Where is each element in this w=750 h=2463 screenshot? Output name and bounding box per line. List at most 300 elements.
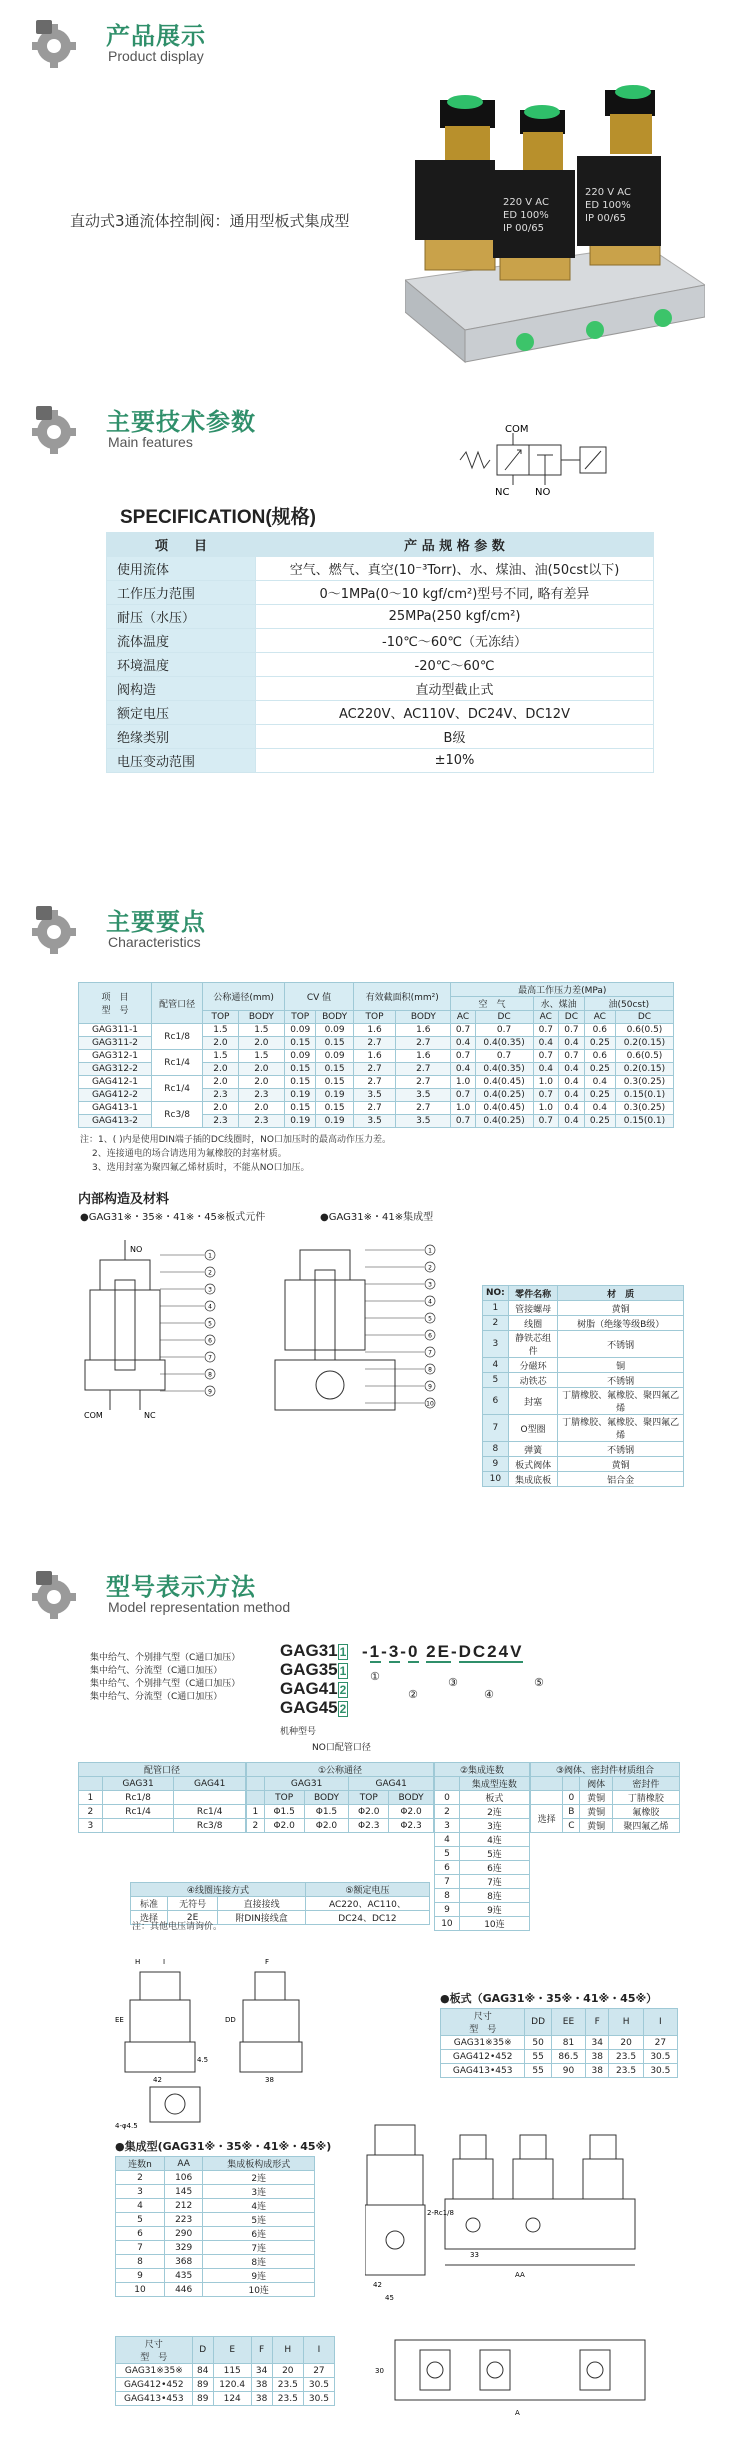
characteristics-table <box>78 982 674 1128</box>
spec-row <box>107 677 654 701</box>
mat-cell: 铜 <box>558 1358 684 1373</box>
orifice-table <box>246 1762 434 1833</box>
t5-cell: 选择 <box>131 1911 168 1925</box>
t4-cell <box>531 1791 563 1805</box>
char-cell: 1.6 <box>353 1024 395 1037</box>
t3-row <box>435 1847 530 1861</box>
callout-number: 8 <box>428 1366 432 1374</box>
t3-cell: 3 <box>435 1819 460 1833</box>
spec-value: -10℃～60℃（无冻结） <box>256 629 654 653</box>
code-part: 0 <box>407 1642 420 1661</box>
dim-rc: 2-Rc1/8 <box>427 2209 454 2217</box>
mat-h-material: 材 质 <box>558 1286 684 1301</box>
mf2-cell: 120.4 <box>213 2378 251 2392</box>
plate-cell: 34 <box>586 2036 609 2050</box>
internal-title: 内部构造及材料 <box>78 1192 170 1207</box>
mf2-cell: 27 <box>303 2364 334 2378</box>
dim-a: A <box>515 2409 520 2417</box>
t2-cell: Φ2.0 <box>349 1805 389 1819</box>
t4-select: 选择 <box>531 1805 563 1833</box>
char-cell: 0.4(0.45) <box>475 1076 533 1089</box>
spec-row <box>107 581 654 605</box>
mf-cell: 368 <box>164 2255 203 2269</box>
mf2-cell: 38 <box>251 2392 272 2406</box>
manifold-dim-table-2 <box>115 2336 335 2406</box>
char-cell: 0.4(0.35) <box>475 1037 533 1050</box>
t2-cell: 1 <box>247 1805 265 1819</box>
callout-number: 4 <box>208 1303 212 1311</box>
model-code: GAG41 <box>280 1679 338 1698</box>
char-cell: 1.6 <box>396 1024 451 1037</box>
model-code-suffix: 1 <box>339 1664 347 1678</box>
material-table <box>482 1285 684 1487</box>
mat-cell: 静铁芯组件 <box>508 1331 558 1358</box>
char-cell: 0.4 <box>559 1102 585 1115</box>
mat-cell: O型圈 <box>508 1415 558 1442</box>
mat-row <box>483 1373 684 1388</box>
t5-cell: 直接接线 <box>218 1897 306 1911</box>
t4-cell: 黄铜 <box>580 1805 612 1819</box>
dim-f: F <box>265 1958 270 1966</box>
mat-cell: 铝合金 <box>558 1472 684 1487</box>
char-h-port: 配管口径 <box>152 983 203 1024</box>
internal-sub1: ●GAG31※・35※・41※・45※板式元件 <box>80 1212 266 1223</box>
t3-row <box>435 1819 530 1833</box>
char-cell: 0.15 <box>285 1063 316 1076</box>
char-cell: Rc1/4 <box>152 1050 203 1076</box>
spec-key: 环境温度 <box>107 653 256 677</box>
manifold-table-title: ●集成型(GAG31※・35※・41※・45※) <box>115 2140 332 2153</box>
t2-title: ①公称通径 <box>247 1763 434 1777</box>
t4-row <box>531 1805 680 1819</box>
char-cell: 1.0 <box>533 1076 559 1089</box>
section-subtitle: Main features <box>108 434 193 450</box>
t1-cell: Rc1/4 <box>174 1805 246 1819</box>
col: F <box>586 2009 609 2036</box>
char-h-body: BODY <box>316 1011 354 1024</box>
t3-row <box>435 1889 530 1903</box>
char-cell: 0.15(0.1) <box>615 1089 673 1102</box>
char-cell: 0.4 <box>451 1063 475 1076</box>
char-cell: 0.7 <box>451 1089 475 1102</box>
mat-cell: 丁腈橡胶、氟橡胶、聚四氟乙烯 <box>558 1388 684 1415</box>
mf-cell: 290 <box>164 2227 203 2241</box>
callout-number: 9 <box>208 1388 212 1396</box>
char-h-top: TOP <box>285 1011 316 1024</box>
t5-cell: 2E <box>167 1911 217 1925</box>
char-cell: 0.3(0.25) <box>615 1076 673 1089</box>
manifold-dim-table <box>115 2156 315 2297</box>
model-code: GAG31 <box>280 1641 338 1660</box>
t4-cell: B <box>563 1805 580 1819</box>
mf2-cell: GAG412•452 <box>116 2378 193 2392</box>
spec-value: -20℃～60℃ <box>256 653 654 677</box>
callout-number: 6 <box>428 1332 432 1340</box>
section-title: 产品展示 <box>106 22 206 50</box>
char-h-ac: AC <box>584 1011 615 1024</box>
label-no-port: NO口配管口径 <box>312 1743 371 1753</box>
dim-holes: 4-φ4.5 <box>115 2122 138 2130</box>
mat-cell: 不锈钢 <box>558 1331 684 1358</box>
spec-value: 0～1MPa(0～10 kgf/cm²)型号不同, 略有差异 <box>256 581 654 605</box>
t3-cell: 8连 <box>459 1889 529 1903</box>
coil-label-6: IP 00/65 <box>585 213 626 224</box>
voltage-note: 注：其他电压请询价。 <box>132 1922 223 1932</box>
product-caption: 直动式3通流体控制阀：通用型板式集成型 <box>70 212 350 230</box>
t4-cell: 0 <box>563 1791 580 1805</box>
t3-cell: 2 <box>435 1805 460 1819</box>
char-cell: 0.4 <box>559 1037 585 1050</box>
plate-dimension-drawing <box>115 1952 345 2132</box>
h-size: 尺寸 <box>473 2012 492 2022</box>
spec-value: AC220V、AC110V、DC24V、DC12V <box>256 701 654 725</box>
plate-table-title: ●板式（GAG31※・35※・41※・45※） <box>440 1992 658 2005</box>
callout-number: 2 <box>428 1264 432 1272</box>
gear-icon <box>28 400 84 456</box>
char-cell: 0.7 <box>451 1024 475 1037</box>
t5-cell: 无符号 <box>167 1897 217 1911</box>
dim-38: 38 <box>265 2076 274 2084</box>
callout-number: 6 <box>208 1337 212 1345</box>
t2-h: GAG31 <box>264 1777 349 1791</box>
callout-number: 3 <box>428 1281 432 1289</box>
t2-cell: Φ2.3 <box>389 1819 434 1833</box>
t3-row <box>435 1903 530 1917</box>
char-cell: 0.7 <box>533 1115 559 1128</box>
char-cell: 0.4(0.25) <box>475 1089 533 1102</box>
gear-icon <box>28 900 84 956</box>
char-h-pressure: 最高工作压力差(MPa) <box>451 983 674 997</box>
product-photo <box>405 80 705 370</box>
callout-number: 4 <box>428 1298 432 1306</box>
mf-row <box>116 2185 315 2199</box>
char-cell: 0.19 <box>316 1115 354 1128</box>
model-code: GAG35 <box>280 1660 338 1679</box>
t2-cell: Φ2.0 <box>389 1805 434 1819</box>
callout-number: 3 <box>208 1286 212 1294</box>
mat-row <box>483 1457 684 1472</box>
plate-cell: 30.5 <box>643 2064 677 2078</box>
port-table <box>78 1762 246 1833</box>
plate-cell: 23.5 <box>609 2050 643 2064</box>
char-cell: 0.4 <box>584 1102 615 1115</box>
dim-dd: DD <box>225 2016 236 2024</box>
mf2-row <box>116 2392 335 2406</box>
callout-number: 9 <box>428 1383 432 1391</box>
char-cell: 0.7 <box>559 1050 585 1063</box>
t4-h: 阀体 <box>580 1777 612 1791</box>
col: AA <box>164 2157 203 2171</box>
char-h-dc: DC <box>615 1011 673 1024</box>
mat-cell: 封塞 <box>508 1388 558 1415</box>
char-cell: 1.0 <box>451 1102 475 1115</box>
t2-cell: 2 <box>247 1819 265 1833</box>
spec-value: B级 <box>256 725 654 749</box>
t3-cell: 3连 <box>459 1819 529 1833</box>
t3-cell: 10 <box>435 1917 460 1931</box>
mat-cell: 1 <box>483 1301 509 1316</box>
spec-key: 额定电压 <box>107 701 256 725</box>
mf-cell: 9 <box>116 2269 165 2283</box>
dim-i: I <box>163 1958 166 1966</box>
char-h-dc: DC <box>559 1011 585 1024</box>
spec-value: ±10% <box>256 749 654 773</box>
mf-cell: 7连 <box>203 2241 315 2255</box>
plate-row <box>441 2050 678 2064</box>
col: EE <box>551 2009 585 2036</box>
callout-number: 1 <box>208 1252 212 1260</box>
char-cell: 0.6(0.5) <box>615 1050 673 1063</box>
code-part: 1 <box>369 1642 382 1661</box>
code-part: - <box>450 1642 459 1661</box>
char-cell: 0.25 <box>584 1115 615 1128</box>
t5-cell: 标准 <box>131 1897 168 1911</box>
dim-42: 42 <box>153 2076 162 2084</box>
code-part: - <box>381 1642 389 1661</box>
col: I <box>303 2337 334 2364</box>
char-cell: 2.7 <box>396 1102 451 1115</box>
char-notes <box>80 1133 391 1175</box>
mat-row <box>483 1388 684 1415</box>
char-cell: Rc1/8 <box>152 1024 203 1050</box>
gear-icon <box>28 1565 84 1621</box>
t4-cell: 黄铜 <box>580 1819 612 1833</box>
plate-cell: 86.5 <box>551 2050 585 2064</box>
section-header-features <box>28 400 448 456</box>
char-cell: 0.19 <box>285 1115 316 1128</box>
spec-title: SPECIFICATION(规格) <box>120 507 316 528</box>
callout-number: 10 <box>426 1400 434 1408</box>
dim-42b: 42 <box>373 2281 382 2289</box>
t1-cell: Rc3/8 <box>174 1819 246 1833</box>
char-h-ac: AC <box>533 1011 559 1024</box>
char-cell: 2.7 <box>396 1037 451 1050</box>
t2-row <box>247 1805 434 1819</box>
spec-row <box>107 629 654 653</box>
t4-title: ③阀体、密封件材质组合 <box>531 1763 680 1777</box>
mf-cell: 8 <box>116 2255 165 2269</box>
mat-cell: 3 <box>483 1331 509 1358</box>
char-cell: 0.2(0.15) <box>615 1037 673 1050</box>
char-cell: 2.7 <box>396 1076 451 1089</box>
mat-row <box>483 1331 684 1358</box>
char-cell: 0.4 <box>584 1076 615 1089</box>
t1-row <box>79 1805 246 1819</box>
mf-row <box>116 2227 315 2241</box>
t3-cell: 0 <box>435 1791 460 1805</box>
mf2-cell: 23.5 <box>272 2378 303 2392</box>
char-h-item: 项 目 <box>101 993 129 1003</box>
coil-label-5: ED 100% <box>585 200 631 211</box>
internal-sub2: ●GAG31※・41※集成型 <box>320 1212 434 1223</box>
symbol-no: NO <box>535 487 551 495</box>
char-h-dc: DC <box>475 1011 533 1024</box>
col: F <box>251 2337 272 2364</box>
char-cell: 2.0 <box>203 1063 238 1076</box>
spec-key: 使用流体 <box>107 557 256 581</box>
mf-cell: 4 <box>116 2199 165 2213</box>
t3-cell: 8 <box>435 1889 460 1903</box>
t5-cell: AC220、AC110、 <box>305 1897 429 1911</box>
char-cell: Rc1/4 <box>152 1076 203 1102</box>
mf2-cell: 30.5 <box>303 2392 334 2406</box>
section-header-characteristics <box>28 900 448 956</box>
char-row <box>79 1024 674 1037</box>
char-h-air: 空 气 <box>451 997 533 1011</box>
mf-cell: 8连 <box>203 2255 315 2269</box>
char-cell: 0.7 <box>533 1050 559 1063</box>
char-cell: 2.7 <box>353 1063 395 1076</box>
t1-row <box>79 1791 246 1805</box>
section-title: 主要要点 <box>106 908 206 936</box>
spec-row <box>107 653 654 677</box>
spec-key: 阀构造 <box>107 677 256 701</box>
label-no: NO <box>130 1245 143 1254</box>
mf-cell: 3 <box>116 2185 165 2199</box>
char-cell: 0.15 <box>316 1076 354 1089</box>
mat-cell: 6 <box>483 1388 509 1415</box>
label-com: COM <box>84 1411 103 1420</box>
char-cell: 2.0 <box>203 1037 238 1050</box>
char-cell: 2.3 <box>238 1115 284 1128</box>
model-desc-line: 集中给气、分流型（C通口加压） <box>90 1666 223 1676</box>
char-cell: 0.6 <box>584 1050 615 1063</box>
t3-cell: 4连 <box>459 1833 529 1847</box>
char-row <box>79 1050 674 1063</box>
plate-row <box>441 2064 678 2078</box>
col: DD <box>525 2009 551 2036</box>
section-subtitle: Characteristics <box>108 934 201 950</box>
mat-cell: 分磁环 <box>508 1358 558 1373</box>
mat-row <box>483 1301 684 1316</box>
plate-dim-table <box>440 2008 678 2078</box>
char-cell: 0.25 <box>584 1089 615 1102</box>
char-cell: 0.19 <box>285 1089 316 1102</box>
mat-cell: 7 <box>483 1415 509 1442</box>
mat-cell: 动铁芯 <box>508 1373 558 1388</box>
note-line: 2、连接通电的场合请选用为氟橡胶的封塞材质。 <box>92 1149 287 1159</box>
char-cell: 2.0 <box>203 1076 238 1089</box>
t2-cell: Φ2.3 <box>349 1819 389 1833</box>
char-cell: 0.09 <box>285 1024 316 1037</box>
plate-cell: 81 <box>551 2036 585 2050</box>
char-cell: 3.5 <box>396 1115 451 1128</box>
char-cell: 0.15 <box>285 1076 316 1089</box>
t5-cell: DC24、DC12 <box>305 1911 429 1925</box>
char-cell: 0.3(0.25) <box>615 1102 673 1115</box>
char-cell: 1.6 <box>353 1050 395 1063</box>
model-code-suffix: 2 <box>339 1683 347 1697</box>
char-h-orifice: 公称通径(mm) <box>203 983 285 1011</box>
spec-row <box>107 725 654 749</box>
coil-voltage-table <box>130 1882 430 1925</box>
char-cell: 2.3 <box>203 1089 238 1102</box>
char-cell: 0.25 <box>584 1037 615 1050</box>
char-cell: GAG312-1 <box>79 1050 152 1063</box>
coil-label-4: 220 V AC <box>585 187 631 198</box>
plate-row <box>441 2036 678 2050</box>
coil-label-3: IP 00/65 <box>503 223 544 234</box>
char-cell: 1.6 <box>396 1050 451 1063</box>
mf-cell: 7 <box>116 2241 165 2255</box>
t3-cell: 6连 <box>459 1861 529 1875</box>
mat-h-no: NO: <box>483 1286 509 1301</box>
char-cell: 0.4 <box>559 1076 585 1089</box>
mf-cell: 6 <box>116 2227 165 2241</box>
model-desc <box>90 1652 240 1704</box>
model-codes <box>280 1642 348 1718</box>
mf2-cell: 124 <box>213 2392 251 2406</box>
t5-row <box>131 1897 430 1911</box>
mat-cell: 弹簧 <box>508 1442 558 1457</box>
char-cell: 0.15 <box>285 1102 316 1115</box>
mf-cell: 9连 <box>203 2269 315 2283</box>
code-part: - <box>400 1642 408 1661</box>
char-cell: GAG412-1 <box>79 1076 152 1089</box>
col: H <box>272 2337 303 2364</box>
char-h-top: TOP <box>203 1011 238 1024</box>
model-code: GAG45 <box>280 1698 338 1717</box>
t3-cell: 9 <box>435 1903 460 1917</box>
plate-cell: 30.5 <box>643 2050 677 2064</box>
t3-cell: 7连 <box>459 1875 529 1889</box>
t2-cell: Φ1.5 <box>264 1805 304 1819</box>
mf-cell: 4连 <box>203 2199 315 2213</box>
spec-key: 耐压（水压） <box>107 605 256 629</box>
t3-cell: 板式 <box>459 1791 529 1805</box>
mf-cell: 2连 <box>203 2171 315 2185</box>
callout-number: 1 <box>428 1247 432 1255</box>
char-h-ac: AC <box>451 1011 475 1024</box>
char-cell: 3.5 <box>353 1115 395 1128</box>
spec-row <box>107 557 654 581</box>
col: D <box>192 2337 213 2364</box>
t3-h: 集成型连数 <box>459 1777 529 1791</box>
plate-cell: 27 <box>643 2036 677 2050</box>
mf-row <box>116 2171 315 2185</box>
t3-cell: 5连 <box>459 1847 529 1861</box>
mf-cell: 10 <box>116 2283 165 2297</box>
mat-cell: 不锈钢 <box>558 1373 684 1388</box>
mf-cell: 145 <box>164 2185 203 2199</box>
char-cell: 2.0 <box>203 1102 238 1115</box>
mat-cell: 树脂（绝缘等级B级） <box>558 1316 684 1331</box>
mat-cell: 管接螺母 <box>508 1301 558 1316</box>
h-size: 尺寸 <box>144 2340 163 2350</box>
gear-icon <box>28 14 84 70</box>
mat-cell: 5 <box>483 1373 509 1388</box>
col: 集成板构成形式 <box>203 2157 315 2171</box>
circle-1: ① <box>370 1670 380 1683</box>
t1-h: GAG31 <box>102 1777 174 1791</box>
mf-cell: 6连 <box>203 2227 315 2241</box>
char-row <box>79 1102 674 1115</box>
char-cell: 0.4 <box>559 1115 585 1128</box>
t3-row <box>435 1791 530 1805</box>
spec-row <box>107 605 654 629</box>
dim-ee: EE <box>115 2016 124 2024</box>
symbol-nc: NC <box>495 487 510 495</box>
char-cell: 1.5 <box>238 1050 284 1063</box>
t1-row <box>79 1819 246 1833</box>
circle-2: ② <box>408 1688 418 1701</box>
spec-value: 直动型截止式 <box>256 677 654 701</box>
plate-cell: 23.5 <box>609 2064 643 2078</box>
t1-cell: 2 <box>79 1805 103 1819</box>
plate-cell: 50 <box>525 2036 551 2050</box>
callout-number: 5 <box>208 1320 212 1328</box>
mf2-cell: 30.5 <box>303 2378 334 2392</box>
